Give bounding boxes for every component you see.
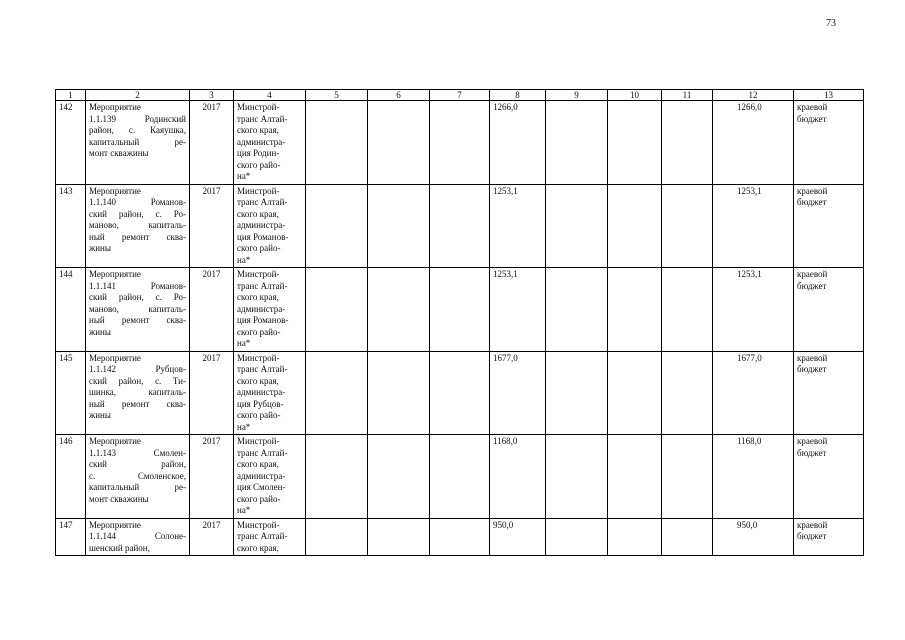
col-8-amount-cell: 950,0 [490, 518, 546, 556]
col-header-6: 6 [368, 90, 430, 101]
executor-cell-line: транс Алтай- [237, 197, 288, 207]
col-12-amount-cell: 1677,0 [713, 351, 794, 435]
col-9-cell [546, 184, 608, 268]
measure-name-cell-line: Мероприятие [89, 519, 141, 530]
funding-source-cell [794, 101, 864, 185]
col-7-cell [430, 518, 490, 556]
executor-cell-line: Минстрой- [237, 269, 280, 279]
measure-name-cell-line: Мероприятие [89, 102, 141, 112]
col-header-4: 4 [234, 90, 306, 101]
executor-cell-line: администра- [237, 303, 286, 314]
measure-name-cell-line: Мероприятие [89, 436, 141, 446]
executor-cell-line: транс Алтай- [237, 447, 288, 458]
funding-source-cell [794, 518, 864, 556]
table-row [56, 268, 864, 352]
executor-cell-line: ского края, [237, 375, 279, 386]
measure-name-cell-line: жины [89, 410, 111, 420]
funding-source-cell-line: бюджет [797, 531, 827, 541]
header-row [56, 90, 864, 101]
col-6-cell [368, 184, 430, 268]
measure-name-cell-line: 1.1.140 Романов- [89, 197, 186, 207]
executor-cell [234, 268, 306, 352]
measure-name-cell-line: капитальный ре- [89, 136, 186, 147]
funding-source-cell-line: бюджет [797, 280, 827, 291]
col-6-cell [368, 518, 430, 556]
measure-name-cell [86, 435, 190, 519]
executor-cell-line: на* [237, 421, 251, 432]
executor-cell [234, 518, 306, 556]
table-body [56, 101, 864, 556]
funding-source-cell-line: краевой [797, 102, 828, 112]
executor-cell [234, 101, 306, 185]
executor-cell-line: ского райо- [237, 410, 281, 420]
measure-name-cell [86, 101, 190, 185]
col-7-cell [430, 101, 490, 185]
measure-name-cell-line: Мероприятие [89, 269, 141, 279]
table-row [56, 351, 864, 435]
col-6-cell [368, 435, 430, 519]
col-9-cell [546, 268, 608, 352]
measure-name-cell-line: ский район, с. Ти- [89, 375, 186, 386]
year-cell: 2017 [190, 351, 234, 435]
executor-cell-line: Минстрой- [237, 436, 280, 446]
year-cell: 2017 [190, 435, 234, 519]
executor-cell-line: ского райо- [237, 326, 281, 337]
funding-source-cell-line: краевой [797, 352, 828, 363]
table-row [56, 435, 864, 519]
funding-source-cell [794, 268, 864, 352]
col-12-amount-cell: 950,0 [713, 518, 794, 556]
page-number: 73 [826, 18, 836, 29]
row-number-cell: 147 [56, 518, 86, 556]
table-row [56, 184, 864, 268]
col-11-cell [662, 435, 713, 519]
col-11-cell [662, 184, 713, 268]
col-9-cell [546, 435, 608, 519]
funding-source-cell [794, 435, 864, 519]
measure-name-cell [86, 184, 190, 268]
executor-cell-line: Минстрой- [237, 352, 280, 363]
measure-name-cell-line: с. Смоленское, [89, 470, 186, 481]
col-10-cell [608, 518, 662, 556]
executor-cell-line: ция Рубцов- [237, 398, 284, 409]
executor-cell-line: ского края, [237, 208, 279, 219]
executor-cell-line: на* [237, 254, 251, 265]
executor-cell-line: транс Алтай- [237, 364, 288, 374]
executor-cell-line: транс Алтай- [237, 531, 288, 541]
executor-cell-line: администра- [237, 387, 286, 397]
measure-name-cell-line: капитальный ре- [89, 482, 186, 492]
measure-name-cell-line: 1.1.143 Смолен- [89, 447, 186, 458]
measure-name-cell-line: 1.1.141 Романов- [89, 280, 186, 291]
executor-cell-line: на* [237, 505, 251, 515]
col-9-cell [546, 101, 608, 185]
col-7-cell [430, 435, 490, 519]
funding-source-cell [794, 184, 864, 268]
col-8-amount-cell: 1266,0 [490, 101, 546, 185]
col-header-13: 13 [794, 90, 864, 101]
funding-source-cell-line: краевой [797, 436, 828, 446]
table-row [56, 101, 864, 185]
funding-source-cell-line: бюджет [797, 197, 827, 207]
col-10-cell [608, 351, 662, 435]
executor-cell-line: администра- [237, 470, 286, 481]
executor-cell [234, 184, 306, 268]
measure-name-cell [86, 518, 190, 556]
col-8-amount-cell: 1168,0 [490, 435, 546, 519]
row-number-cell: 142 [56, 101, 86, 185]
executor-cell-line: ского края, [237, 542, 279, 553]
row-number-cell: 143 [56, 184, 86, 268]
funding-source-cell-line: бюджет [797, 113, 827, 124]
col-9-cell [546, 518, 608, 556]
col-5-cell [306, 518, 368, 556]
measure-name-cell-line: 1.1.144 Солоне- [89, 531, 186, 541]
table-row [56, 518, 864, 556]
executor-cell-line: ция Романов- [237, 315, 289, 325]
col-12-amount-cell: 1253,1 [713, 268, 794, 352]
executor-cell-line: транс Алтай- [237, 280, 288, 291]
col-header-10: 10 [608, 90, 662, 101]
col-7-cell [430, 351, 490, 435]
executor-cell-line: на* [237, 338, 251, 348]
col-10-cell [608, 435, 662, 519]
col-12-amount-cell: 1168,0 [713, 435, 794, 519]
measure-name-cell-line: район, с. Каяушка, [89, 125, 186, 135]
measure-name-cell-line: шенский район, [89, 542, 150, 553]
col-6-cell [368, 101, 430, 185]
measure-name-cell [86, 268, 190, 352]
col-10-cell [608, 101, 662, 185]
col-header-3: 3 [190, 90, 234, 101]
measure-name-cell-line: жины [89, 326, 111, 337]
col-7-cell [430, 184, 490, 268]
executor-cell-line: ция Романов- [237, 231, 289, 242]
col-6-cell [368, 351, 430, 435]
executor-cell [234, 435, 306, 519]
col-9-cell [546, 351, 608, 435]
col-5-cell [306, 435, 368, 519]
executor-cell-line: ского райо- [237, 159, 281, 170]
col-8-amount-cell: 1253,1 [490, 184, 546, 268]
measure-name-cell-line: ный ремонт сква- [89, 315, 186, 325]
executor-cell-line: Минстрой- [237, 102, 280, 112]
measure-name-cell-line: ский район, с. Ро- [89, 208, 186, 219]
executor-cell-line: администра- [237, 136, 286, 147]
executor-cell-line: Минстрой- [237, 519, 280, 530]
col-6-cell [368, 268, 430, 352]
col-header-9: 9 [546, 90, 608, 101]
measure-name-cell-line: ный ремонт сква- [89, 398, 186, 409]
row-number-cell: 145 [56, 351, 86, 435]
col-header-11: 11 [662, 90, 713, 101]
col-header-12: 12 [713, 90, 794, 101]
funding-source-cell-line: краевой [797, 185, 828, 196]
measures-table [55, 89, 864, 556]
funding-source-cell-line: краевой [797, 269, 828, 279]
executor-cell-line: ского райо- [237, 493, 281, 504]
col-11-cell [662, 351, 713, 435]
col-5-cell [306, 268, 368, 352]
col-10-cell [608, 268, 662, 352]
executor-cell-line: ского края, [237, 459, 279, 469]
col-10-cell [608, 184, 662, 268]
measure-name-cell-line: 1.1.142 Рубцов- [89, 364, 186, 374]
measure-name-cell [86, 351, 190, 435]
measure-name-cell-line: ный ремонт сква- [89, 231, 186, 242]
year-cell: 2017 [190, 268, 234, 352]
measure-name-cell-line: монт скважины [89, 493, 149, 504]
col-header-7: 7 [430, 90, 490, 101]
measure-name-cell-line: монт скважины [89, 148, 149, 158]
col-11-cell [662, 268, 713, 352]
col-header-2: 2 [86, 90, 190, 101]
measure-name-cell-line: шинка, капиталь- [89, 387, 186, 397]
col-12-amount-cell: 1253,1 [713, 184, 794, 268]
measure-name-cell-line: Мероприятие [89, 352, 141, 363]
measure-name-cell-line: маново, капиталь- [89, 303, 186, 314]
col-header-8: 8 [490, 90, 546, 101]
executor-cell-line: ция Смолен- [237, 482, 286, 492]
executor-cell-line: администра- [237, 220, 286, 230]
row-number-cell: 144 [56, 268, 86, 352]
col-7-cell [430, 268, 490, 352]
executor-cell [234, 351, 306, 435]
measure-name-cell-line: ский район, с. Ро- [89, 292, 186, 302]
executor-cell-line: транс Алтай- [237, 113, 288, 124]
col-5-cell [306, 184, 368, 268]
col-8-amount-cell: 1253,1 [490, 268, 546, 352]
year-cell: 2017 [190, 101, 234, 185]
measure-name-cell-line: жины [89, 243, 111, 253]
col-5-cell [306, 101, 368, 185]
executor-cell-line: Минстрой- [237, 185, 280, 196]
measure-name-cell-line: маново, капиталь- [89, 220, 186, 230]
funding-source-cell-line: краевой [797, 519, 828, 530]
executor-cell-line: ция Родин- [237, 148, 280, 158]
row-number-cell: 146 [56, 435, 86, 519]
funding-source-cell [794, 351, 864, 435]
measure-name-cell-line: Мероприятие [89, 185, 141, 196]
col-header-1: 1 [56, 90, 86, 101]
measure-name-cell-line: 1.1.139 Родинский [89, 113, 186, 124]
year-cell: 2017 [190, 518, 234, 556]
col-12-amount-cell: 1266,0 [713, 101, 794, 185]
year-cell: 2017 [190, 184, 234, 268]
measure-name-cell-line: ский район, [89, 459, 186, 469]
executor-cell-line: ского края, [237, 292, 279, 302]
funding-source-cell-line: бюджет [797, 447, 827, 458]
executor-cell-line: ского райо- [237, 243, 281, 253]
col-8-amount-cell: 1677,0 [490, 351, 546, 435]
executor-cell-line: ского края, [237, 125, 279, 135]
col-header-5: 5 [306, 90, 368, 101]
col-11-cell [662, 518, 713, 556]
executor-cell-line: на* [237, 171, 251, 181]
col-11-cell [662, 101, 713, 185]
funding-source-cell-line: бюджет [797, 364, 827, 374]
col-5-cell [306, 351, 368, 435]
